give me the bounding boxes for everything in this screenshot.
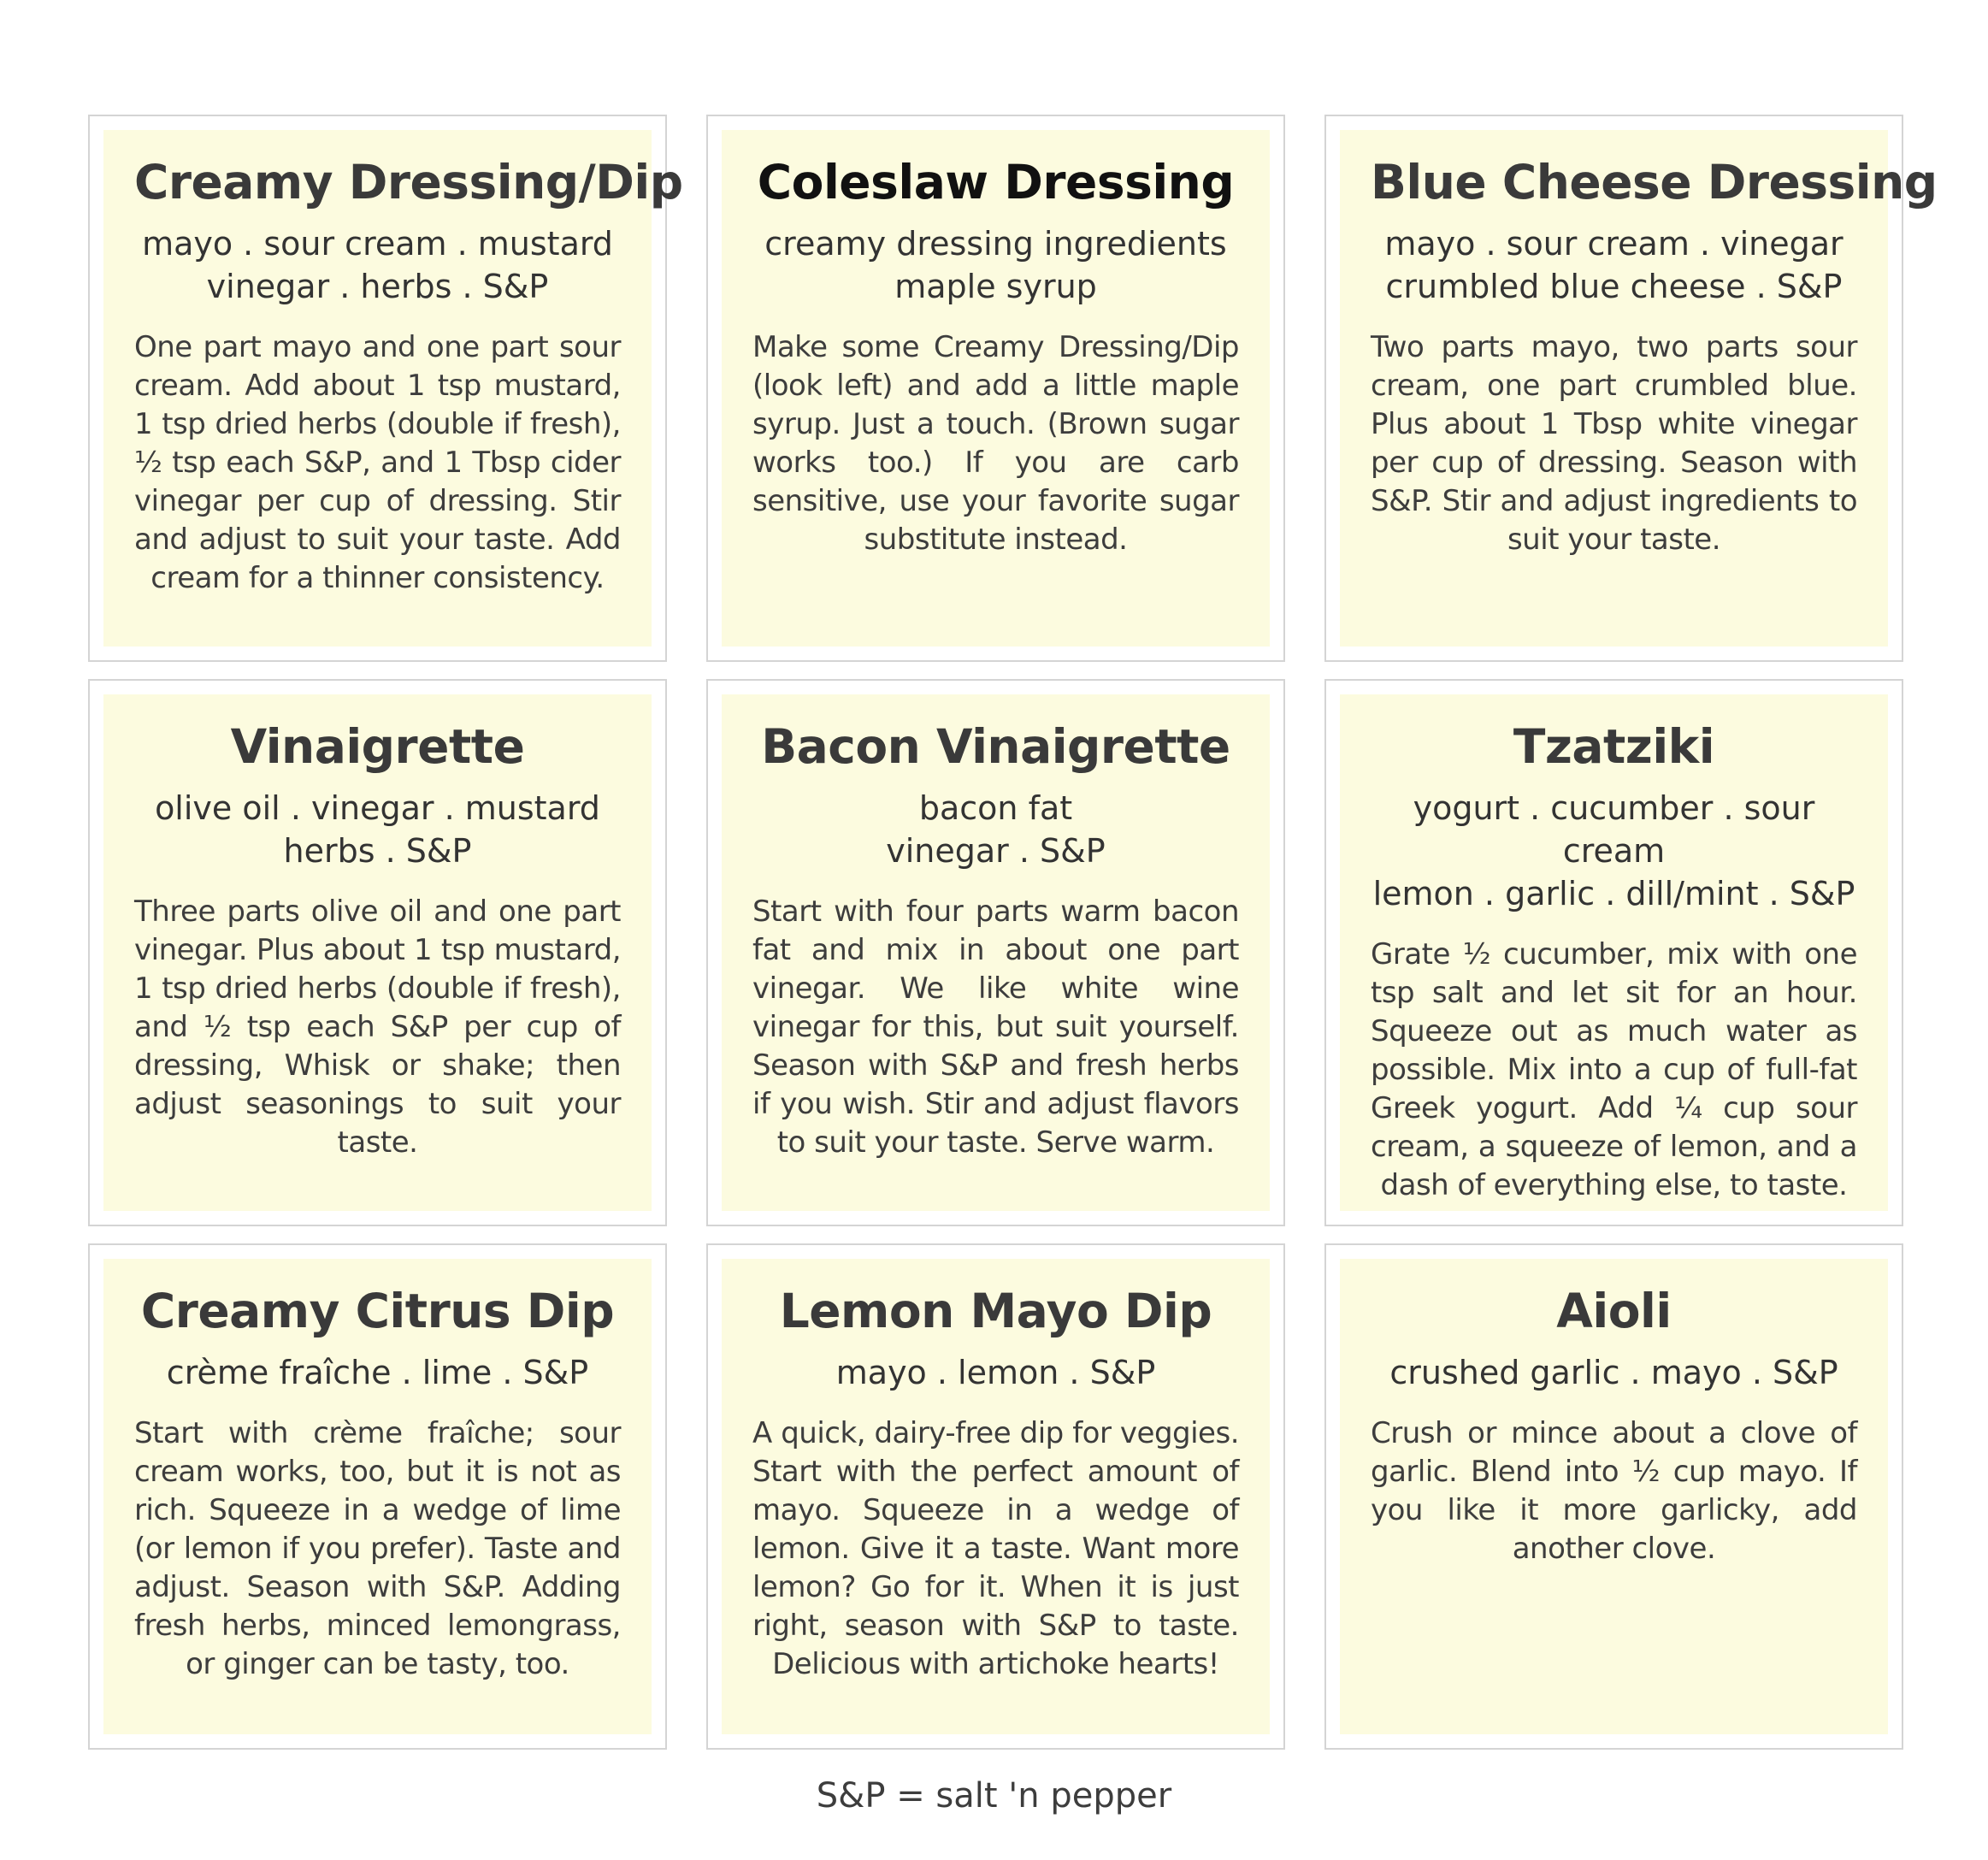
recipe-card-body — [722, 1259, 1270, 1734]
recipe-card-body — [1340, 1259, 1888, 1734]
ingredient-list — [1371, 787, 1857, 915]
recipe-title: Bacon Vinaigrette — [761, 719, 1230, 774]
recipe-title: Creamy Citrus Dip — [140, 1284, 615, 1338]
recipe-card-body — [1340, 694, 1888, 1211]
ingredient-line: bacon fat — [918, 789, 1073, 827]
ingredient-list — [1371, 222, 1857, 308]
recipe-card-body — [103, 130, 683, 647]
recipe-card-body — [103, 694, 652, 1211]
recipe-card-bacon-vinaigrette — [706, 679, 1285, 1226]
recipe-instructions: Two parts mayo, two parts sour cream, one part crumbled blue. Plus about 1 Tbsp white vinegar per cup of dressing. Season with S&P. Stir and adjust ingredients to suit your taste. — [1371, 330, 1857, 557]
recipe-title: Coleslaw Dressing — [757, 155, 1235, 210]
footnote: S&P = salt 'n pepper — [816, 1776, 1172, 1816]
ingredient-line: crème fraîche . lime . S&P — [166, 1354, 589, 1391]
recipe-card-body — [722, 694, 1270, 1211]
ingredient-line: herbs . S&P — [283, 832, 472, 870]
recipe-instructions: Start with crème fraîche; sour cream works, too, but it is not as rich. Squeeze in a wedge of lime (or lemon if you prefer). Taste and adjust. Season with S&P. Adding fresh herbs, minced lemongrass, or ginger can be tasty, too. — [134, 1416, 621, 1681]
ingredient-line: crumbled blue cheese . S&P — [1385, 268, 1843, 305]
ingredient-line: mayo . lemon . S&P — [835, 1354, 1156, 1391]
ingredient-line: mayo . sour cream . mustard — [142, 225, 613, 263]
recipe-instructions: One part mayo and one part sour cream. Add about 1 tsp mustard, 1 tsp dried herbs (double if fresh), ½ tsp each S&P, and 1 Tbsp cider vinegar per cup of dressing. Stir and adjust to suit your taste. Add cream for a thinner consistency. — [134, 330, 621, 595]
recipe-card-body — [1340, 130, 1938, 647]
recipe-card-lemon-mayo-dip — [706, 1243, 1285, 1750]
recipe-title: Creamy Dressing/Dip — [134, 155, 683, 210]
recipe-card-creamy-dressing — [88, 115, 683, 662]
recipe-title: Vinaigrette — [230, 719, 525, 774]
ingredient-list — [1371, 1351, 1857, 1394]
ingredient-list — [134, 787, 621, 872]
recipe-card-blue-cheese-dressing — [1324, 115, 1938, 662]
recipe-card-vinaigrette — [88, 679, 667, 1226]
recipe-title: Blue Cheese Dressing — [1371, 155, 1938, 210]
recipe-instructions: Start with four parts warm bacon fat and mix in about one part vinegar. We like white wine vinegar for this, but suit yourself. Season with S&P and fresh herbs if you wish. Stir and adjust flavors to suit your taste. Serve warm. — [752, 895, 1239, 1160]
recipe-card-grid — [88, 115, 1938, 1750]
ingredient-list — [752, 222, 1239, 308]
recipe-card-aioli — [1324, 1243, 1903, 1750]
recipe-instructions: Three parts olive oil and one part vinegar. Plus about 1 tsp mustard, 1 tsp dried herbs (double if fresh), and ½ tsp each S&P per cup of dressing, Whisk or shake; then adjust seasonings to suit your taste. — [134, 895, 621, 1160]
ingredient-line: crushed garlic . mayo . S&P — [1389, 1354, 1838, 1391]
recipe-instructions: Crush or mince about a clove of garlic. Blend into ½ cup mayo. If you like it more garlicky, add another clove. — [1371, 1416, 1857, 1566]
ingredient-line: vinegar . S&P — [886, 832, 1106, 870]
ingredient-line: maple syrup — [894, 268, 1097, 305]
recipe-instructions: Make some Creamy Dressing/Dip (look left) and add a little maple syrup. Just a touch. (Brown sugar works too.) If you are carb sensitive, use your favorite sugar substitute instead. — [752, 330, 1239, 557]
recipe-card-creamy-citrus-dip — [88, 1243, 667, 1750]
ingredient-list — [134, 1351, 621, 1394]
ingredient-line: mayo . sour cream . vinegar — [1384, 225, 1843, 263]
recipe-card-tzatziki — [1324, 679, 1903, 1226]
ingredient-line: yogurt . cucumber . sour cream — [1413, 789, 1815, 870]
recipe-card-body — [103, 1259, 652, 1734]
recipe-title: Lemon Mayo Dip — [779, 1284, 1212, 1338]
recipe-instructions: Grate ½ cucumber, mix with one tsp salt and let sit for an hour. Squeeze out as much water as possible. Mix into a cup of full-fat Greek yogurt. Add ¼ cup sour cream, a squeeze of lemon, and a dash of everything else, to taste. — [1371, 937, 1857, 1202]
ingredient-line: lemon . garlic . dill/mint . S&P — [1372, 875, 1855, 912]
ingredient-list — [134, 222, 621, 308]
recipe-card-body — [722, 130, 1270, 647]
recipe-card-coleslaw-dressing — [706, 115, 1285, 662]
ingredient-line: olive oil . vinegar . mustard — [155, 789, 600, 827]
recipe-instructions: A quick, dairy-free dip for veggies. Start with the perfect amount of mayo. Squeeze in a wedge of lemon. Give it a taste. Want more lemon? Go for it. When it is just right, season with S&P to taste. Delicious with artichoke hearts! — [752, 1416, 1239, 1681]
recipe-title: Tzatziki — [1513, 719, 1715, 774]
ingredient-list — [752, 1351, 1239, 1394]
ingredient-line: creamy dressing ingredients — [764, 225, 1227, 263]
ingredient-list — [752, 787, 1239, 872]
ingredient-line: vinegar . herbs . S&P — [206, 268, 549, 305]
recipe-title: Aioli — [1556, 1284, 1672, 1338]
